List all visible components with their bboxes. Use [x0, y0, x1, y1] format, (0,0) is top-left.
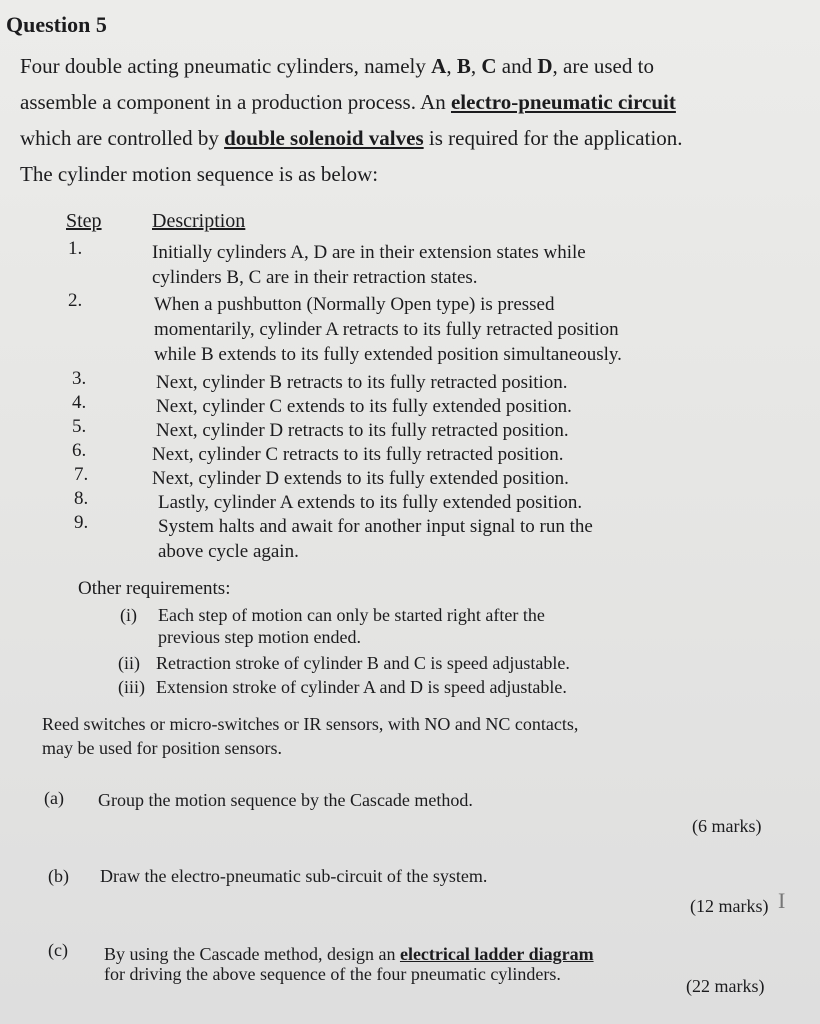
step-description: Next, cylinder B retracts to its fully retracted position. [156, 372, 568, 393]
part-c-marks: (22 marks) [686, 976, 765, 996]
step-description: When a pushbutton (Normally Open type) is pressed momentarily, cylinder A retracts to its fully retracted position while B extends to its fully extended position simultaneously. [154, 294, 622, 365]
step-description: System halts and await for another input signal to run the above cycle again. [158, 516, 593, 562]
step-number: 5. [72, 416, 87, 437]
step-number: 7. [74, 464, 89, 485]
sensors-note: Reed switches or micro-switches or IR sensors, with NO and NC contacts, may be used for position sensors. [42, 714, 579, 758]
requirement-item: (iii) Extension stroke of cylinder A and D is speed adjustable. [118, 677, 567, 697]
step-number: 1. [68, 238, 83, 259]
intro-line-3: which are controlled by double solenoid valves is required for the application. [20, 126, 683, 150]
step-number: 8. [74, 488, 89, 509]
step-description: Next, cylinder C retracts to its fully retracted position. [152, 444, 564, 465]
question-title: Question 5 [6, 12, 107, 37]
step-number: 9. [74, 512, 89, 533]
part-c-text: By using the Cascade method, design an electrical ladder diagram for driving the above sequence of the four pneumatic cylinders. [104, 944, 594, 984]
part-b-label: (b) [48, 866, 69, 886]
requirements-title: Other requirements: [78, 578, 231, 599]
step-description: Next, cylinder C extends to its fully extended position. [156, 396, 572, 417]
question-intro [20, 48, 740, 192]
intro-line-1: Four double acting pneumatic cylinders, namely A, B, C and D, are used to [20, 54, 654, 78]
emphasis-double-solenoid: double solenoid valves [224, 126, 424, 150]
step-header: Step [66, 210, 102, 232]
requirement-item: (i) Each step of motion can only be started right after the previous step motion ended. [120, 605, 545, 647]
step-number: 2. [68, 290, 83, 311]
part-c-label: (c) [48, 940, 68, 960]
emphasis-electro-pneumatic: electro-pneumatic circuit [450, 90, 676, 114]
part-b-text: Draw the electro-pneumatic sub-circuit of the system. [100, 866, 488, 886]
step-number: 6. [72, 440, 87, 461]
description-header: Description [152, 210, 246, 232]
step-description: Lastly, cylinder A extends to its fully extended position. [158, 492, 583, 513]
part-a-marks: (6 marks) [692, 816, 762, 836]
step-description: Next, cylinder D extends to its fully extended position. [152, 468, 569, 489]
intro-line-4: The cylinder motion sequence is as below: [20, 162, 379, 186]
part-b-marks: (12 marks) [690, 896, 769, 916]
part-a-text: Group the motion sequence by the Cascade method. [98, 790, 473, 810]
emphasis-ladder-diagram: electrical ladder diagram [399, 944, 594, 964]
part-a-label: (a) [44, 788, 64, 808]
text-cursor-icon: I [778, 888, 786, 913]
step-number: 3. [72, 368, 87, 389]
step-description: Next, cylinder D retracts to its fully retracted position. [156, 420, 569, 441]
step-number: 4. [72, 392, 87, 413]
step-description: Initially cylinders A, D are in their extension states while cylinders B, C are in their retraction states. [152, 242, 586, 288]
intro-line-2: assemble a component in a production process. An electro-pneumatic circuit [20, 90, 676, 114]
requirement-item: (ii) Retraction stroke of cylinder B and C is speed adjustable. [118, 653, 570, 673]
